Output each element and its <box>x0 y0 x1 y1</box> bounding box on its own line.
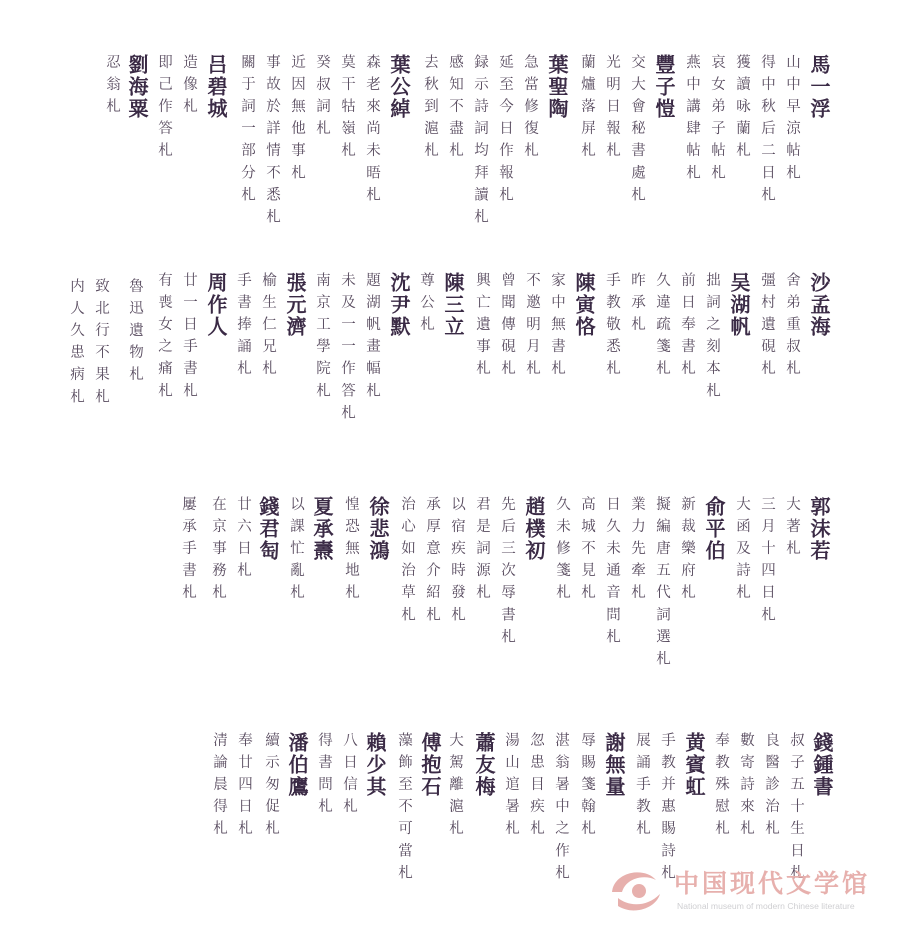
letter-title: 湯山逭暑札 <box>503 732 519 843</box>
letter-title: 清論晨得札 <box>211 732 227 843</box>
author-chen-yinke: 陳寅恪 <box>572 272 596 338</box>
letter-title: 興亡遺事札 <box>474 272 490 383</box>
letter-title: 不邀明月札 <box>524 272 540 383</box>
letter-title: 廿六日札 <box>235 496 251 585</box>
letter-title: 事故於詳情不悉札 <box>264 54 280 231</box>
letter-title: 治心如治草札 <box>399 496 415 629</box>
letter-title: 山中早涼帖札 <box>784 54 800 187</box>
author-ma-yifu: 馬一浮 <box>807 54 831 120</box>
letter-title: 續示匆促札 <box>263 732 279 843</box>
author-ye-shengtao: 葉聖陶 <box>545 54 569 120</box>
letter-title: 高城不見札 <box>579 496 595 607</box>
letter-title: 尊公札 <box>418 272 434 339</box>
letter-title: 莫干牯嶺札 <box>339 54 355 165</box>
letter-title: 叔子五十生日札 <box>788 732 804 887</box>
author-ye-gongchuo: 葉公綽 <box>387 54 411 120</box>
letter-title: 家中無書札 <box>549 272 565 383</box>
letter-title: 日久未通音問札 <box>604 496 620 651</box>
letter-title: 八日信札 <box>341 732 357 821</box>
letter-title: 忽患目疾札 <box>528 732 544 843</box>
letter-title: 延至今日作報札 <box>497 54 513 209</box>
letter-title: 大函及詩札 <box>734 496 750 607</box>
letter-title: 承厚意介紹札 <box>424 496 440 629</box>
letter-title: 奉廿四日札 <box>236 732 252 843</box>
letter-title: 致北行不果札 <box>93 278 109 411</box>
museum-name-en: National museum of modern Chinese literature <box>677 901 855 911</box>
letter-title: 湛翁暑中之作札 <box>553 732 569 887</box>
letter-title: 得書問札 <box>316 732 332 821</box>
letter-title: 君是詞源札 <box>474 496 490 607</box>
letter-title: 廿一日手書札 <box>181 272 197 405</box>
letter-title: 交大會秘書處札 <box>629 54 645 209</box>
letter-title: 大駕離滬札 <box>447 732 463 843</box>
letter-title: 近因無他事札 <box>289 54 305 187</box>
author-feng-zikai: 豐子愷 <box>652 54 676 120</box>
letter-title: 獲讀咏蘭札 <box>734 54 750 165</box>
letter-title: 以課忙亂札 <box>288 496 304 607</box>
letter-title: 哀女弟子帖札 <box>709 54 725 187</box>
letter-title: 燕中講肆帖札 <box>684 54 700 187</box>
letter-title: 辱賜箋翰札 <box>579 732 595 843</box>
letter-title: 惶恐無地札 <box>343 496 359 607</box>
author-xie-wuliang: 謝無量 <box>602 732 626 798</box>
letter-title: 有喪女之痛札 <box>156 272 172 405</box>
museum-logo-icon <box>604 862 668 916</box>
author-pan-boying: 潘伯鷹 <box>285 732 309 798</box>
letter-title: 録示詩詞均拜讀札 <box>472 54 488 231</box>
letter-title: 手書捧誦札 <box>235 272 251 383</box>
author-sha-menghai: 沙孟海 <box>807 272 831 338</box>
letter-title: 久違疏箋札 <box>654 272 670 383</box>
letter-title: 昨承札 <box>629 272 645 339</box>
letter-title: 奉教殊慰札 <box>713 732 729 843</box>
author-qian-juntao: 錢君匋 <box>256 496 280 562</box>
author-shen-yinmo: 沈尹默 <box>387 272 411 338</box>
letter-title: 魯迅遺物札 <box>127 278 143 389</box>
author-zhao-puchu: 趙樸初 <box>522 496 546 562</box>
author-zhang-yuanji: 張元濟 <box>283 272 307 338</box>
author-fu-baoshi: 傅抱石 <box>418 732 442 798</box>
author-chen-sanli: 陳三立 <box>441 272 465 338</box>
letter-title: 得中秋后二日札 <box>759 54 775 209</box>
author-xu-beihong: 徐悲鴻 <box>366 496 390 562</box>
letter-title: 手教敬悉札 <box>604 272 620 383</box>
letter-title: 題湖帆畫幅札 <box>364 272 380 405</box>
letter-title: 屢承手書札 <box>180 496 196 607</box>
museum-name-cn: 中国现代文学馆 <box>674 869 871 898</box>
letter-title: 内人久患病札 <box>68 278 84 411</box>
letter-title: 三月十四日札 <box>759 496 775 629</box>
author-yu-pingbo: 俞平伯 <box>702 496 726 562</box>
letter-title: 業力先牽札 <box>629 496 645 607</box>
author-wu-hufan: 吴湖帆 <box>727 272 751 338</box>
letter-title: 數寄詩來札 <box>738 732 754 843</box>
letter-title: 擬編唐五代詞選札 <box>654 496 670 673</box>
letter-title: 展誦手教札 <box>634 732 650 843</box>
letter-title: 藻飾至不可當札 <box>396 732 412 887</box>
letter-title: 感知不盡札 <box>447 54 463 165</box>
letter-title: 光明日報札 <box>604 54 620 165</box>
author-guo-moruo: 郭沫若 <box>807 496 831 562</box>
museum-watermark <box>604 862 890 918</box>
letter-title: 拙詞之刻本札 <box>704 272 720 405</box>
letter-title: 造像札 <box>181 54 197 121</box>
author-xiao-youmei: 蕭友梅 <box>472 732 496 798</box>
letter-title: 去秋到滬札 <box>422 54 438 165</box>
letter-title: 彊村遺硯札 <box>759 272 775 383</box>
letter-title: 在京事務札 <box>210 496 226 607</box>
letter-title: 榆生仁兄札 <box>260 272 276 383</box>
author-qian-zhongshu: 錢鍾書 <box>810 732 834 798</box>
letter-title: 先后三次辱書札 <box>499 496 515 651</box>
letter-title: 久未修箋札 <box>554 496 570 607</box>
letter-title: 關于詞一部分札 <box>239 54 255 209</box>
author-huang-binhong: 黄賓虹 <box>682 732 706 798</box>
letter-title: 前日奉書札 <box>679 272 695 383</box>
letter-title: 急當修復札 <box>522 54 538 165</box>
letter-title: 南京工學院札 <box>314 272 330 405</box>
author-xia-chengtao: 夏承燾 <box>310 496 334 562</box>
author-lai-shaoqi: 賴少其 <box>363 732 387 798</box>
letter-title: 忍翁札 <box>104 54 120 121</box>
letter-title: 森老來尚未晤札 <box>364 54 380 209</box>
letter-title: 良醫診治札 <box>763 732 779 843</box>
author-lv-bicheng: 吕碧城 <box>204 54 228 120</box>
letter-title: 手教并惠賜詩札 <box>659 732 675 887</box>
letter-title: 新裁樂府札 <box>679 496 695 607</box>
letter-title: 癸叔詞札 <box>314 54 330 143</box>
author-zhou-zuoren: 周作人 <box>204 272 228 338</box>
letter-title: 即己作答札 <box>156 54 172 165</box>
author-liu-haisu: 劉海粟 <box>125 54 149 120</box>
letter-title: 大著札 <box>784 496 800 563</box>
letter-title: 以宿疾時發札 <box>449 496 465 629</box>
letter-title: 蘭爐落屏札 <box>579 54 595 165</box>
letter-title: 曾聞傳硯札 <box>499 272 515 383</box>
letter-title: 舍弟重叔札 <box>784 272 800 383</box>
letter-title: 未及一一作答札 <box>339 272 355 427</box>
